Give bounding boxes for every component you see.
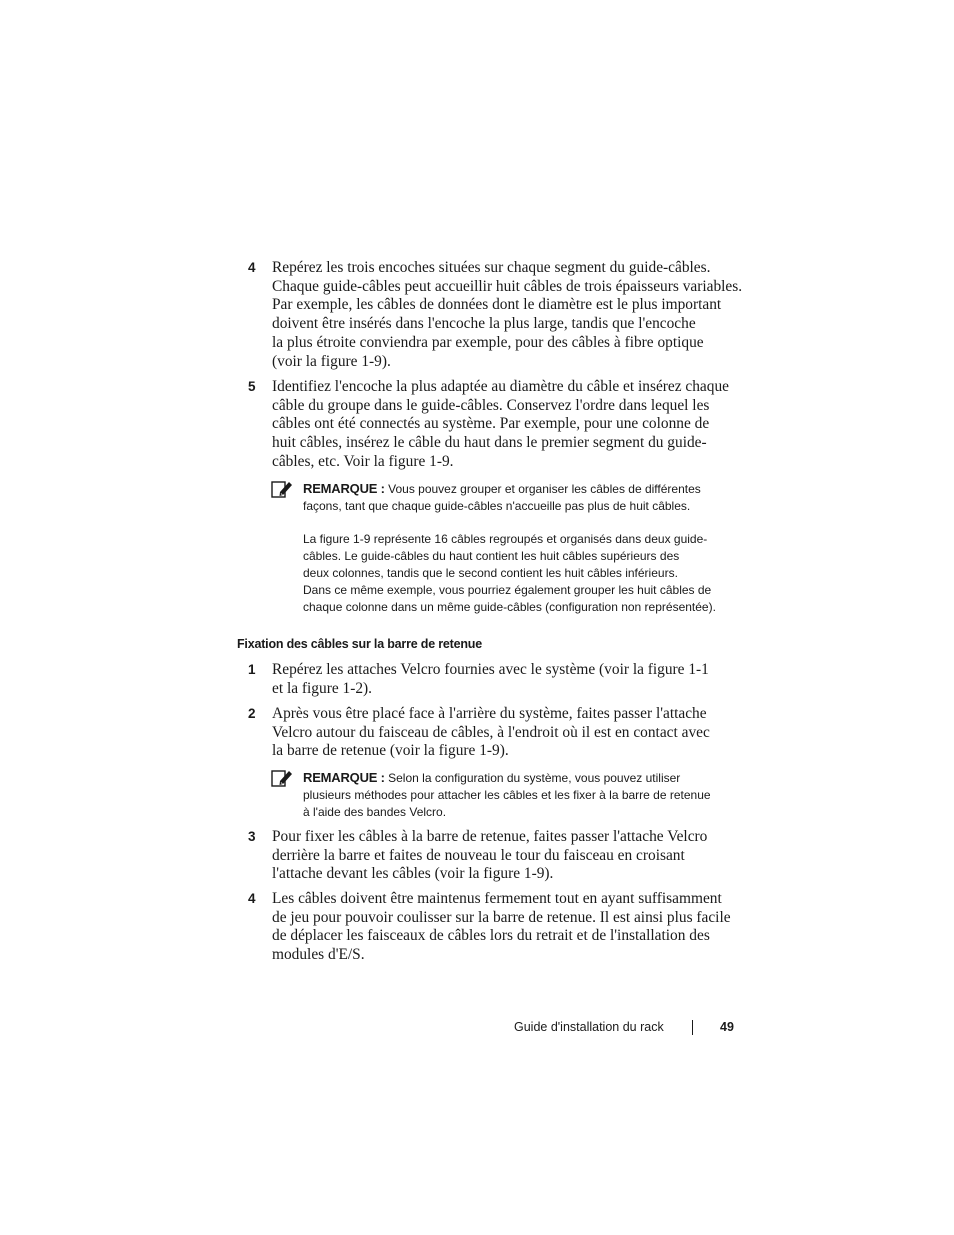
note-pencil-icon: [271, 769, 293, 787]
step-number: 4: [248, 260, 256, 275]
step-text: Pour fixer les câbles à la barre de retenue, faites passer l'attache Velcro derrière la barre et faites de nouveau le tour du faisceau en croisant l'attache devant les câbles (voir la figure 1-9).: [272, 828, 708, 883]
note-paragraph: La figure 1-9 représente 16 câbles regroupés et organisés dans deux guide- câbles. Le guide-câbles du haut contient les huit câbles supérieurs des deux colonnes, tandis que le second contient les huit câbles inférieurs. Dans ce même exemple, vous pourriez également grouper les huit câbles de chaque colonne dans un même guide-câbles (configuration non représentée).: [303, 532, 716, 614]
step-text: Repérez les attaches Velcro fournies avec le système (voir la figure 1-1 et la figure 1-2).: [272, 661, 709, 697]
step-number: 3: [248, 829, 256, 844]
step-number: 5: [248, 379, 256, 394]
footer-separator: [692, 1020, 693, 1035]
step-text: Les câbles doivent être maintenus fermement tout en ayant suffisamment de jeu pour pouvoir coulisser sur la barre de retenue. Il est ainsi plus facile de déplacer les faisceaux de câbles lors du retrait et de l'installation des modules d'E/S.: [272, 890, 731, 964]
footer-guide-title: Guide d'installation du rack: [514, 1020, 664, 1034]
step-number: 2: [248, 706, 256, 721]
step-number: 4: [248, 891, 256, 906]
step-number: 1: [248, 662, 256, 677]
note-body: REMARQUE : Vous pouvez grouper et organiser les câbles de différentes façons, tant que chaque guide-câbles n'accueille pas plus de huit câbles.: [303, 481, 701, 513]
page-number: 49: [720, 1020, 734, 1034]
note-label: REMARQUE :: [303, 481, 385, 496]
step-text: Repérez les trois encoches situées sur chaque segment du guide-câbles. Chaque guide-câbles peut accueillir huit câbles de trois épaisseurs variables. Par exemple, les câbles de données dont le diamètre est le plus important doivent être insérés dans l'encoche la plus large, tandis que l'encoche la plus étroite conviendra par exemple, pour des câbles à fibre optique (voir la figure 1-9).: [272, 259, 743, 370]
step-text: Identifiez l'encoche la plus adaptée au diamètre du câble et insérez chaque câble du groupe dans le guide-câbles. Conservez l'ordre dans lequel les câbles ont été connectés au système. Par exemple, pour une colonne de huit câbles, insérez le câble du haut dans le premier segment du guide- câbles, etc. Voir la figure 1-9.: [272, 378, 729, 470]
step-text: Après vous être placé face à l'arrière du système, faites passer l'attache Velcro autour du faisceau de câbles, à l'endroit où il est en contact avec la barre de retenue (voir la figure 1-9).: [272, 705, 710, 760]
section-heading: Fixation des câbles sur la barre de retenue: [237, 637, 482, 651]
note-body: REMARQUE : Selon la configuration du système, vous pouvez utiliser plusieurs méthodes pour attacher les câbles et les fixer à la barre de retenue à l'aide des bandes Velcro.: [303, 770, 711, 819]
note-pencil-icon: [271, 480, 293, 498]
note-label: REMARQUE :: [303, 770, 385, 785]
